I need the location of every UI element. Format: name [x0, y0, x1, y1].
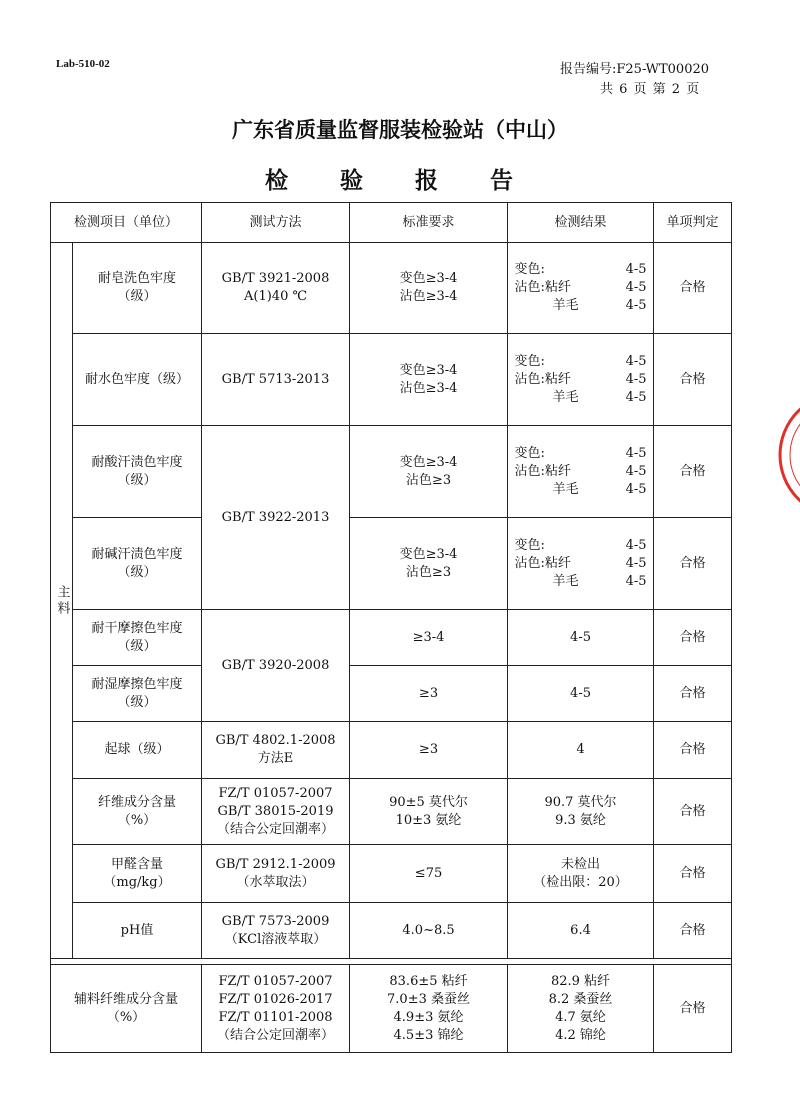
table-row: [51, 426, 732, 518]
method-cell: GB/T 3922-2013: [202, 426, 350, 610]
method-cell: FZ/T 01057-2007 GB/T 38015-2019 （结合公定回潮率）: [202, 779, 350, 845]
verdict-cell: 合格: [654, 243, 732, 334]
table-row-accessory: [51, 965, 732, 1053]
report-number: 报告编号:F25-WT00020: [560, 62, 710, 77]
requirement-cell: 4.0~8.5: [350, 903, 508, 959]
report-title: 检 验 报 告: [264, 168, 536, 194]
result-cell: 82.9 粘纤 8.2 桑蚕丝 4.7 氨纶 4.2 锦纶: [508, 965, 654, 1053]
item-cell: 起球（级）: [73, 722, 202, 779]
requirement-cell: 变色≥3-4 沾色≥3: [350, 518, 508, 610]
requirement-cell: 变色≥3-4 沾色≥3: [350, 426, 508, 518]
result-cell: 变色: 4-5 沾色:粘纤 4-5 羊毛 4-5: [508, 518, 654, 610]
result-cell: 6.4: [508, 903, 654, 959]
col-header-item: 检测项目（单位）: [51, 203, 202, 243]
requirement-cell: 变色≥3-4 沾色≥3-4: [350, 243, 508, 334]
verdict-cell: 合格: [654, 845, 732, 903]
result-cell: 变色: 4-5 沾色:粘纤 4-5 羊毛 4-5: [508, 243, 654, 334]
item-cell: 耐水色牢度（级）: [73, 334, 202, 426]
verdict-cell: 合格: [654, 334, 732, 426]
table-row: [51, 518, 732, 610]
requirement-cell: 90±5 莫代尔 10±3 氨纶: [350, 779, 508, 845]
result-cell: 未检出 （检出限：20）: [508, 845, 654, 903]
table-row: [51, 903, 732, 959]
item-cell: 耐干摩擦色牢度 （级）: [73, 610, 202, 666]
col-header-method: 测试方法: [202, 203, 350, 243]
table-header-row: [51, 203, 732, 243]
result-cell: 变色: 4-5 沾色:粘纤 4-5 羊毛 4-5: [508, 426, 654, 518]
table-row: [51, 845, 732, 903]
method-cell: GB/T 5713-2013: [202, 334, 350, 426]
table-row: [51, 243, 732, 334]
item-cell: 甲醛含量 （mg/kg）: [73, 845, 202, 903]
result-cell: 90.7 莫代尔 9.3 氨纶: [508, 779, 654, 845]
item-cell: 纤维成分含量 （%）: [73, 779, 202, 845]
table-row: [51, 779, 732, 845]
lab-code: Lab-510-02: [56, 58, 110, 70]
verdict-cell: 合格: [654, 965, 732, 1053]
method-cell: GB/T 7573-2009 （KCl溶液萃取）: [202, 903, 350, 959]
table-row: [51, 334, 732, 426]
requirement-cell: ≥3: [350, 666, 508, 722]
verdict-cell: 合格: [654, 610, 732, 666]
method-cell: GB/T 3921-2008 A(1)40 ℃: [202, 243, 350, 334]
organization-name: 广东省质量监督服装检验站（中山）: [232, 118, 568, 142]
verdict-cell: 合格: [654, 903, 732, 959]
official-seal-stamp: [770, 385, 800, 525]
main-material-label: 主料: [51, 243, 73, 959]
requirement-cell: ≥3-4: [350, 610, 508, 666]
page-info: 共 6 页 第 2 页: [600, 82, 701, 97]
method-cell: GB/T 4802.1-2008 方法E: [202, 722, 350, 779]
col-header-requirement: 标准要求: [350, 203, 508, 243]
requirement-cell: 变色≥3-4 沾色≥3-4: [350, 334, 508, 426]
item-cell: 耐湿摩擦色牢度 （级）: [73, 666, 202, 722]
result-cell: 4-5: [508, 666, 654, 722]
result-cell: 4-5: [508, 610, 654, 666]
item-cell: 耐碱汗渍色牢度 （级）: [73, 518, 202, 610]
requirement-cell: ≥3: [350, 722, 508, 779]
item-cell: 耐酸汗渍色牢度 （级）: [73, 426, 202, 518]
verdict-cell: 合格: [654, 426, 732, 518]
requirement-cell: ≤75: [350, 845, 508, 903]
item-cell: 辅料纤维成分含量 （%）: [51, 965, 202, 1053]
method-cell: GB/T 2912.1-2009 （水萃取法）: [202, 845, 350, 903]
table-row: [51, 666, 732, 722]
report-table: [50, 202, 732, 1053]
verdict-cell: 合格: [654, 666, 732, 722]
verdict-cell: 合格: [654, 779, 732, 845]
table-row: [51, 722, 732, 779]
item-cell: 耐皂洗色牢度 （级）: [73, 243, 202, 334]
item-cell: pH值: [73, 903, 202, 959]
verdict-cell: 合格: [654, 722, 732, 779]
result-cell: 变色: 4-5 沾色:粘纤 4-5 羊毛 4-5: [508, 334, 654, 426]
table-row: [51, 610, 732, 666]
verdict-cell: 合格: [654, 518, 732, 610]
requirement-cell: 83.6±5 粘纤 7.0±3 桑蚕丝 4.9±3 氨纶 4.5±3 锦纶: [350, 965, 508, 1053]
method-cell: GB/T 3920-2008: [202, 610, 350, 722]
col-header-result: 检测结果: [508, 203, 654, 243]
method-cell: FZ/T 01057-2007 FZ/T 01026-2017 FZ/T 01101-2008 （结合公定回潮率）: [202, 965, 350, 1053]
result-cell: 4: [508, 722, 654, 779]
col-header-verdict: 单项判定: [654, 203, 732, 243]
